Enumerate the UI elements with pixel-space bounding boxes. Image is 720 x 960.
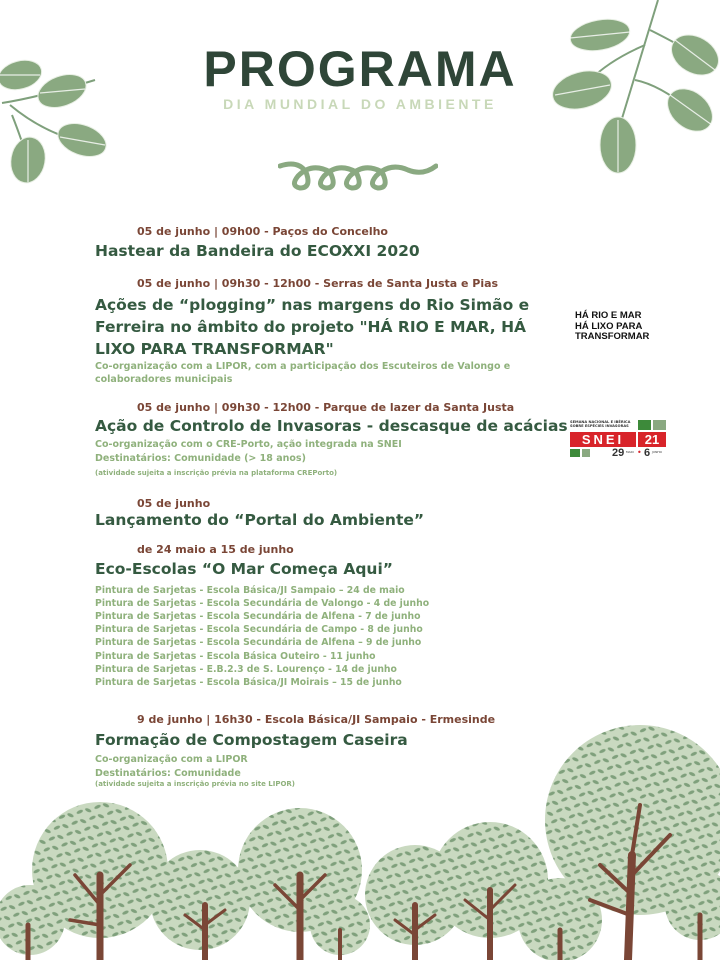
logo-snei-mark-4 — [582, 449, 590, 457]
logo-hrm-line-2: HÁ LIXO PARA — [575, 320, 643, 332]
event-3-note-1: Co-organização com o CRE-Porto, ação integrada na SNEI — [95, 439, 402, 450]
logo-snei-year: 21 — [638, 432, 666, 447]
logo-snei-letters: SNEI — [570, 432, 636, 447]
event-4-date: 05 de junho — [137, 497, 211, 510]
logo-hrm-line-1: HÁ RIO E MAR — [575, 310, 642, 321]
event-6-registration-note: (atividade sujeita a inscrição prévia no site LIPOR) — [95, 780, 295, 788]
event-5-item-1: Pintura de Sarjetas - Escola Básica/JI Sampaio – 24 de maio — [95, 585, 405, 596]
event-6-note-2: Destinatários: Comunidade — [95, 768, 241, 779]
event-6-title: Formação de Compostagem Caseira — [95, 731, 408, 749]
logo-snei-date-end: 6 — [644, 447, 651, 459]
logo-snei-month-start: MAIO — [626, 450, 634, 454]
event-6-note-1: Co-organização com a LIPOR — [95, 754, 248, 765]
logo-snei-caption: SEMANA NACIONAL E IBÉRICA SOBRE ESPÉCIES INVASORAS — [570, 420, 631, 429]
event-5-item-6: Pintura de Sarjetas - Escola Básica Outeiro - 11 junho — [95, 651, 376, 662]
logo-snei-dot: • — [637, 448, 642, 457]
event-5-item-7: Pintura de Sarjetas - E.B.2.3 de S. Lourenço - 14 de junho — [95, 664, 397, 675]
tree-illustration — [0, 725, 720, 960]
page-title: PROGRAMA — [203, 41, 517, 97]
event-5-item-8: Pintura de Sarjetas - Escola Básica/JI Moirais – 15 de junho — [95, 677, 402, 688]
event-5-date: de 24 maio a 15 de junho — [137, 543, 294, 556]
event-5-item-5: Pintura de Sarjetas - Escola Secundária de Alfena – 9 de junho — [95, 637, 422, 648]
event-2-title-line-2: Ferreira no âmbito do projeto "HÁ RIO E MAR, HÁ — [95, 318, 527, 336]
event-2-note-2: colaboradores municipais — [95, 374, 233, 385]
logo-snei-mark-3 — [570, 449, 580, 457]
logo-hrm-line-3: TRANSFORMAR — [575, 331, 650, 342]
event-6-date: 9 de junho | 16h30 - Escola Básica/JI Sampaio - Ermesinde — [137, 713, 496, 726]
event-3-note-2: Destinatários: Comunidade (> 18 anos) — [95, 453, 306, 464]
event-3-date: 05 de junho | 09h30 - 12h00 - Parque de lazer da Santa Justa — [137, 401, 515, 414]
logo-ha-rio-e-mar — [575, 311, 649, 343]
event-4-title: Lançamento do “Portal do Ambiente” — [95, 511, 425, 529]
event-5-item-4: Pintura de Sarjetas - Escola Secundária de Campo - 8 de junho — [95, 624, 423, 635]
page-subtitle: DIA MUNDIAL DO AMBIENTE — [223, 96, 497, 112]
event-2-note-1: Co-organização com a LIPOR, com a participação dos Escuteiros de Valongo e — [95, 361, 511, 372]
event-3-registration-note: (atividade sujeita a inscrição prévia na plataforma CREPorto) — [95, 469, 338, 477]
logo-snei-date-start: 29 — [612, 447, 625, 459]
logo-snei-mark-1 — [638, 420, 651, 430]
event-2-title-line-3: LIXO PARA TRANSFORMAR" — [95, 340, 334, 358]
swirl-divider — [278, 158, 438, 196]
logo-snei-mark-2 — [653, 420, 666, 430]
event-2-date: 05 de junho | 09h30 - 12h00 - Serras de Santa Justa e Pias — [137, 277, 499, 290]
event-5-item-2: Pintura de Sarjetas - Escola Secundária de Valongo - 4 de junho — [95, 598, 430, 609]
event-1-title: Hastear da Bandeira do ECOXXI 2020 — [95, 242, 420, 260]
event-1-date: 05 de junho | 09h00 - Paços do Concelho — [137, 225, 388, 238]
event-5-title: Eco-Escolas “O Mar Começa Aqui” — [95, 560, 393, 578]
event-3-title: Ação de Controlo de Invasoras - descasque de acácias — [95, 417, 568, 435]
event-2-title-line-1: Ações de “plogging” nas margens do Rio Simão e — [95, 296, 530, 314]
tree-crown-3 — [150, 850, 250, 950]
event-5-item-3: Pintura de Sarjetas - Escola Secundária de Alfena - 7 de junho — [95, 611, 421, 622]
logo-snei-month-end: JUNHO — [652, 450, 662, 454]
logo-snei — [570, 420, 670, 460]
